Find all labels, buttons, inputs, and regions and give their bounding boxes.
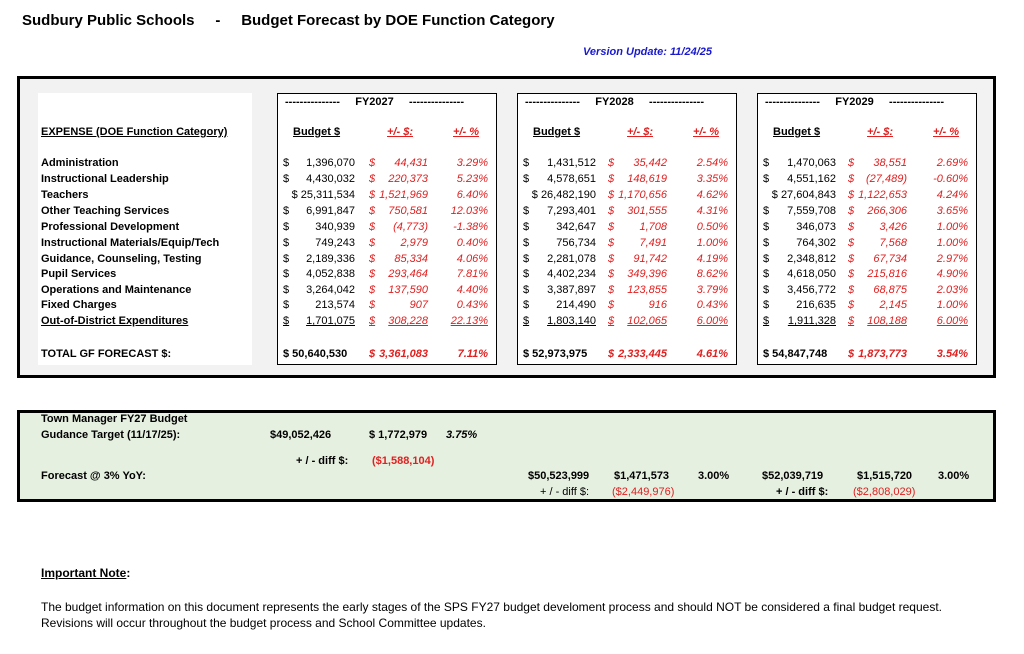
pct-value: 7.81%	[456, 268, 488, 280]
diff-dollar-sign: $	[369, 173, 376, 185]
diff-dollar-sign: $	[608, 173, 615, 185]
budget-value: 4,618,050	[787, 268, 836, 280]
col-header-diff: +/- $:	[867, 126, 893, 138]
budget-value: $ 27,604,843	[771, 189, 836, 201]
budget-value: 3,264,042	[306, 284, 355, 296]
total-budget: $ 52,973,975	[523, 348, 588, 360]
budget-value: 346,073	[796, 221, 836, 233]
fy29-diff-label: + / - diff $:	[776, 486, 829, 498]
col-header-diff: +/- $:	[387, 126, 413, 138]
fy-year-header: --------------- FY2027 ---------------	[285, 96, 464, 108]
category-header: EXPENSE (DOE Function Category)	[41, 126, 228, 138]
guidance-line2: Gudance Target (11/17/25):	[41, 429, 181, 441]
budget-value: 3,387,897	[547, 284, 596, 296]
budget-dollar-sign: $	[283, 221, 290, 233]
diff-value: 7,491	[639, 237, 667, 249]
diff-dollar-sign: $	[369, 315, 376, 327]
fy29-forecast-diff: $1,515,720	[857, 470, 913, 482]
diff-dollar-sign: $	[369, 284, 376, 296]
diff-value: 44,431	[394, 157, 428, 169]
budget-dollar-sign: $	[283, 157, 290, 169]
pct-value: 6.00%	[936, 315, 968, 327]
budget-dollar-sign: $	[523, 315, 530, 327]
budget-value: 216,635	[796, 299, 836, 311]
budget-dollar-sign: $	[763, 268, 770, 280]
budget-dollar-sign: $	[763, 237, 770, 249]
diff-value: 301,555	[627, 205, 667, 217]
diff-value: 1,170,656	[618, 189, 667, 201]
fy28-forecast-diff: $1,471,573	[614, 470, 670, 482]
diff-value: 1,708	[639, 221, 667, 233]
total-pct: 4.61%	[696, 348, 728, 360]
pct-value: 3.35%	[696, 173, 728, 185]
pct-value: 4.40%	[456, 284, 488, 296]
pct-value: 4.62%	[696, 189, 728, 201]
guidance-target-diff: $ 1,772,979	[369, 429, 428, 441]
fy29-forecast-pct: 3.00%	[938, 470, 970, 482]
diff-value: 215,816	[867, 268, 907, 280]
pct-value: 4.90%	[936, 268, 968, 280]
budget-value: 213,574	[315, 299, 355, 311]
diff-dollar-sign: $	[848, 157, 855, 169]
total-diff: 3,361,083	[379, 348, 428, 360]
category-label: Pupil Services	[41, 268, 117, 280]
pct-value: 2.54%	[696, 157, 728, 169]
total-budget: $ 50,640,530	[283, 348, 348, 360]
budget-value: 4,402,234	[547, 268, 596, 280]
pct-value: 4.19%	[696, 253, 728, 265]
budget-value: 1,431,512	[547, 157, 596, 169]
fy28-forecast-budget: $50,523,999	[528, 470, 590, 482]
note-heading-colon: :	[126, 566, 131, 580]
page-title: Sudbury Public Schools - Budget Forecast by DOE Function Category	[22, 12, 555, 29]
budget-dollar-sign: $	[283, 284, 290, 296]
budget-value: 1,701,075	[306, 315, 355, 327]
col-header-pct: +/- %	[453, 126, 479, 138]
pct-value: 3.79%	[696, 284, 728, 296]
budget-value: 4,430,032	[306, 173, 355, 185]
budget-value: 2,189,336	[306, 253, 355, 265]
budget-value: 1,396,070	[306, 157, 355, 169]
diff-value: 85,334	[394, 253, 428, 265]
budget-dollar-sign: $	[523, 157, 530, 169]
budget-dollar-sign: $	[763, 221, 770, 233]
pct-value: 2.69%	[936, 157, 968, 169]
diff-dollar-sign: $	[848, 205, 855, 217]
diff-dollar-sign: $	[608, 284, 615, 296]
diff-dollar-sign: $	[608, 189, 615, 201]
forecast-label: Forecast @ 3% YoY:	[41, 470, 146, 482]
fy28-diff-label: + / - diff $:	[540, 486, 590, 498]
diff-dollar-sign: $	[848, 221, 855, 233]
diff-dollar-sign: $	[369, 221, 376, 233]
pct-value: 5.23%	[456, 173, 488, 185]
total-diff-dollar-sign: $	[848, 348, 855, 360]
budget-value: 1,803,140	[547, 315, 596, 327]
budget-dollar-sign: $	[763, 253, 770, 265]
col-header-pct: +/- %	[693, 126, 719, 138]
diff-value: 293,464	[388, 268, 428, 280]
note-heading: Important Note	[41, 566, 127, 580]
diff-dollar-sign: $	[848, 315, 855, 327]
pct-value: 3.65%	[936, 205, 968, 217]
diff-value: 137,590	[388, 284, 428, 296]
diff-dollar-sign: $	[848, 268, 855, 280]
diff-value: 1,122,653	[858, 189, 907, 201]
diff-value: 1,521,969	[379, 189, 428, 201]
category-label: Out-of-District Expenditures	[41, 315, 189, 327]
total-budget: $ 54,847,748	[763, 348, 828, 360]
budget-dollar-sign: $	[283, 205, 290, 217]
budget-dollar-sign: $	[283, 299, 290, 311]
pct-value: 2.97%	[936, 253, 968, 265]
col-header-pct: +/- %	[933, 126, 959, 138]
budget-value: 214,490	[556, 299, 596, 311]
col-header-budget: Budget $	[293, 126, 341, 138]
category-label: Administration	[41, 157, 119, 169]
budget-dollar-sign: $	[763, 315, 770, 327]
budget-value: 4,578,651	[547, 173, 596, 185]
diff-dollar-sign: $	[369, 268, 376, 280]
budget-value: 1,470,063	[787, 157, 836, 169]
pct-value: 6.40%	[456, 189, 488, 201]
pct-value: 1.00%	[696, 237, 728, 249]
diff-value: 266,306	[867, 205, 907, 217]
pct-value: 4.24%	[936, 189, 968, 201]
budget-dollar-sign: $	[283, 253, 290, 265]
pct-value: 4.31%	[696, 205, 728, 217]
diff-dollar-sign: $	[608, 237, 615, 249]
budget-value: 6,991,847	[306, 205, 355, 217]
budget-value: 7,293,401	[547, 205, 596, 217]
guidance-diff-value: ($1,588,104)	[372, 455, 435, 467]
diff-dollar-sign: $	[608, 253, 615, 265]
category-label: Instructional Leadership	[41, 173, 169, 185]
category-label: Other Teaching Services	[41, 205, 170, 217]
budget-value: 4,551,162	[787, 173, 836, 185]
total-diff-dollar-sign: $	[369, 348, 376, 360]
diff-value: 750,581	[388, 205, 428, 217]
diff-value: 123,855	[627, 284, 667, 296]
pct-value: 12.03%	[450, 205, 488, 217]
pct-value: 0.50%	[696, 221, 728, 233]
category-label: Operations and Maintenance	[41, 284, 192, 296]
diff-dollar-sign: $	[848, 189, 855, 201]
diff-dollar-sign: $	[608, 205, 615, 217]
diff-value: 2,145	[879, 299, 907, 311]
diff-value: 67,734	[873, 253, 907, 265]
budget-dollar-sign: $	[523, 284, 530, 296]
pct-value: 1.00%	[936, 221, 968, 233]
col-header-budget: Budget $	[773, 126, 821, 138]
fy29-diff-value: ($2,808,029)	[853, 486, 916, 498]
diff-value: 916	[648, 299, 667, 311]
budget-dollar-sign: $	[283, 315, 290, 327]
diff-value: 2,979	[400, 237, 428, 249]
pct-value: 0.43%	[696, 299, 728, 311]
pct-value: 22.13%	[450, 315, 488, 327]
fy29-forecast-budget: $52,039,719	[762, 470, 824, 482]
budget-dollar-sign: $	[523, 299, 530, 311]
diff-dollar-sign: $	[848, 284, 855, 296]
diff-value: 907	[409, 299, 428, 311]
diff-value: 91,742	[633, 253, 667, 265]
pct-value: 3.29%	[456, 157, 488, 169]
pct-value: -1.38%	[453, 221, 488, 233]
budget-dollar-sign: $	[763, 284, 770, 296]
diff-value: 3,426	[879, 221, 907, 233]
pct-value: 6.00%	[696, 315, 728, 327]
budget-dollar-sign: $	[523, 205, 530, 217]
diff-value: 102,065	[627, 315, 667, 327]
fy28-forecast-pct: 3.00%	[698, 470, 730, 482]
category-label: Fixed Charges	[41, 299, 117, 311]
pct-value: -0.60%	[933, 173, 968, 185]
diff-value: 349,396	[627, 268, 667, 280]
pct-value: 2.03%	[936, 284, 968, 296]
diff-value: (4,773)	[393, 221, 428, 233]
diff-dollar-sign: $	[848, 173, 855, 185]
diff-dollar-sign: $	[608, 299, 615, 311]
pct-value: 1.00%	[936, 299, 968, 311]
total-label: TOTAL GF FORECAST $:	[41, 348, 172, 360]
guidance-diff-label: + / - diff $:	[296, 455, 349, 467]
budget-dollar-sign: $	[523, 173, 530, 185]
col-header-diff: +/- $:	[627, 126, 653, 138]
diff-dollar-sign: $	[369, 237, 376, 249]
pct-value: 4.06%	[456, 253, 488, 265]
category-label: Guidance, Counseling, Testing	[41, 253, 202, 265]
budget-dollar-sign: $	[523, 221, 530, 233]
budget-dollar-sign: $	[763, 173, 770, 185]
fy-year-header: --------------- FY2029 ---------------	[765, 96, 944, 108]
budget-dollar-sign: $	[283, 268, 290, 280]
diff-value: 35,442	[633, 157, 667, 169]
budget-value: 764,302	[796, 237, 836, 249]
diff-dollar-sign: $	[608, 268, 615, 280]
budget-value: 4,052,838	[306, 268, 355, 280]
diff-value: 7,568	[879, 237, 907, 249]
total-diff: 1,873,773	[858, 348, 907, 360]
guidance-target-pct: 3.75%	[446, 429, 478, 441]
budget-dollar-sign: $	[523, 237, 530, 249]
diff-dollar-sign: $	[608, 315, 615, 327]
total-diff: 2,333,445	[618, 348, 667, 360]
version-update: Version Update: 11/24/25	[583, 46, 712, 58]
budget-value: $ 26,482,190	[531, 189, 596, 201]
diff-dollar-sign: $	[369, 253, 376, 265]
diff-dollar-sign: $	[369, 205, 376, 217]
diff-dollar-sign: $	[848, 253, 855, 265]
budget-dollar-sign: $	[763, 157, 770, 169]
diff-dollar-sign: $	[369, 157, 376, 169]
category-label: Professional Development	[41, 221, 180, 233]
total-diff-dollar-sign: $	[608, 348, 615, 360]
diff-value: 68,875	[873, 284, 907, 296]
budget-value: 2,281,078	[547, 253, 596, 265]
budget-value: 7,559,708	[787, 205, 836, 217]
fy28-diff-value: ($2,449,976)	[612, 486, 675, 498]
budget-dollar-sign: $	[523, 253, 530, 265]
budget-value: 3,456,772	[787, 284, 836, 296]
diff-dollar-sign: $	[369, 189, 376, 201]
total-pct: 7.11%	[457, 348, 488, 360]
total-pct: 3.54%	[936, 348, 968, 360]
budget-value: 340,939	[315, 221, 355, 233]
col-header-budget: Budget $	[533, 126, 581, 138]
category-label: Teachers	[41, 189, 89, 201]
diff-value: 108,188	[867, 315, 907, 327]
diff-value: 308,228	[388, 315, 428, 327]
pct-value: 0.43%	[456, 299, 488, 311]
diff-dollar-sign: $	[848, 237, 855, 249]
budget-value: 756,734	[556, 237, 596, 249]
budget-dollar-sign: $	[763, 299, 770, 311]
budget-value: 749,243	[315, 237, 355, 249]
pct-value: 8.62%	[696, 268, 728, 280]
note-heading-wrap	[41, 566, 130, 580]
fy-year-header: --------------- FY2028 ---------------	[525, 96, 704, 108]
budget-dollar-sign: $	[283, 237, 290, 249]
category-label: Instructional Materials/Equip/Tech	[41, 237, 220, 249]
guidance-target: $49,052,426	[270, 429, 332, 441]
diff-value: 38,551	[873, 157, 907, 169]
diff-value: 220,373	[388, 173, 428, 185]
diff-dollar-sign: $	[369, 299, 376, 311]
budget-value: 342,647	[556, 221, 596, 233]
diff-value: 148,619	[627, 173, 667, 185]
guidance-line1: Town Manager FY27 Budget	[41, 413, 188, 425]
budget-value: $ 25,311,534	[291, 189, 355, 201]
budget-value: 2,348,812	[787, 253, 836, 265]
pct-value: 0.40%	[456, 237, 488, 249]
diff-value: (27,489)	[866, 173, 907, 185]
budget-dollar-sign: $	[523, 268, 530, 280]
budget-dollar-sign: $	[763, 205, 770, 217]
diff-dollar-sign: $	[608, 157, 615, 169]
budget-value: 1,911,328	[787, 315, 836, 327]
diff-dollar-sign: $	[848, 299, 855, 311]
note-text: The budget information on this document represents the early stages of the SPS FY27 budget develoment process and should NOT be considered a final budget request. Revisions will occur throughout the budget process and School Committee updates.	[41, 600, 942, 630]
budget-dollar-sign: $	[283, 173, 290, 185]
pct-value: 1.00%	[936, 237, 968, 249]
diff-dollar-sign: $	[608, 221, 615, 233]
